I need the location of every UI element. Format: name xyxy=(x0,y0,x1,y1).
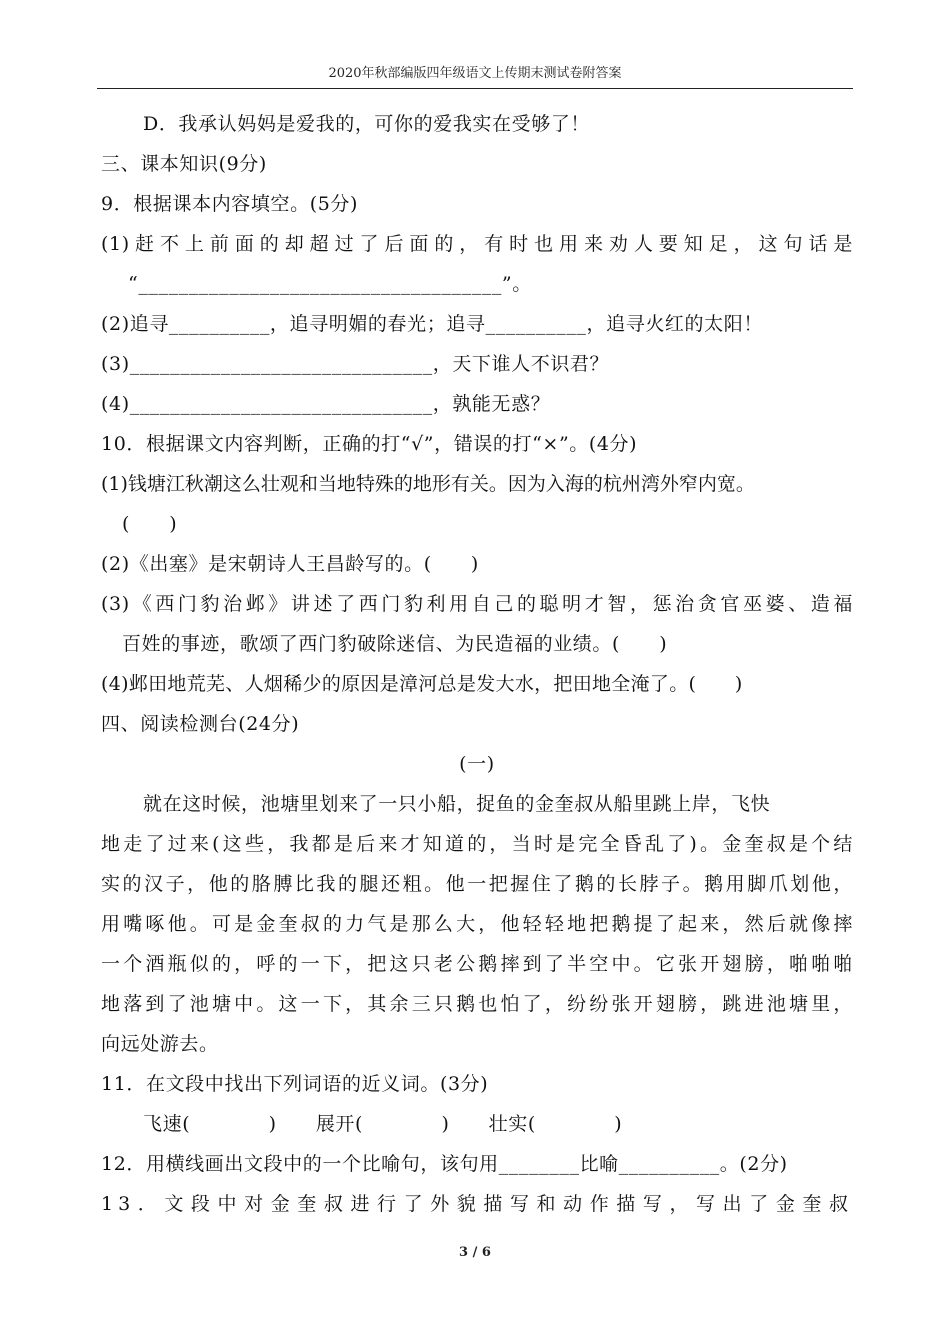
question-10: 10．根据课文内容判断，正确的打“√”，错误的打“×”。(4分) xyxy=(101,433,638,455)
passage-line: 地落到了池塘中。这一下，其余三只鹅也怕了，纷纷张开翅膀，跳进池塘里， xyxy=(101,993,853,1015)
section-four-heading: 四、阅读检测台(24分) xyxy=(101,713,300,735)
passage-line: 向远处游去。 xyxy=(101,1033,219,1055)
passage-one-title: (一) xyxy=(459,753,495,775)
q10-item-3: (3)《西门豹治邺》讲述了西门豹利用自己的聪明才智，惩治贪官巫婆、造福 xyxy=(101,593,853,615)
q10-item-1: (1)钱塘江秋潮这么壮观和当地特殊的地形有关。因为入海的杭州湾外窄内宽。 xyxy=(101,473,755,495)
section-three-heading: 三、课本知识(9分) xyxy=(101,153,267,175)
q10-item-3-cont: 百姓的事迹，歌颂了西门豹破除迷信、为民造福的业绩。( ) xyxy=(122,633,668,655)
passage-line: 就在这时候，池塘里划来了一只小船，捉鱼的金奎叔从船里跳上岸，飞快 xyxy=(143,793,771,815)
passage-line: 用嘴啄他。可是金奎叔的力气是那么大，他轻轻地把鹅提了起来，然后就像摔 xyxy=(101,913,853,935)
option-d: D．我承认妈妈是爱我的，可你的爱我实在受够了！ xyxy=(143,113,591,135)
q11-words: 飞速( ) 展开( ) 壮实( ) xyxy=(143,1113,623,1135)
question-12: 12．用横线画出文段中的一个比喻句，该句用________比喻__________。(2分) xyxy=(101,1153,788,1175)
q10-item-2: (2)《出塞》是宋朝诗人王昌龄写的。( ) xyxy=(101,553,479,575)
q9-item-1-blank: “____________________________________”。 xyxy=(128,273,532,295)
page-header: 2020年秋部编版四年级语文上传期末测试卷附答案 xyxy=(328,66,622,81)
passage-line: 实的汉子，他的胳膊比我的腿还粗。他一把握住了鹅的长脖子。鹅用脚爪划他， xyxy=(101,873,853,895)
passage-line: 地走了过来(这些，我都是后来才知道的，当时是完全昏乱了)。金奎叔是个结 xyxy=(101,833,853,855)
question-11: 11．在文段中找出下列词语的近义词。(3分) xyxy=(101,1073,489,1095)
q9-item-3: (3)______________________________，天下谁人不识君？ xyxy=(101,353,610,375)
question-13: 13．文段中对金奎叔进行了外貌描写和动作描写，写出了金奎叔 xyxy=(101,1193,853,1215)
passage-line: 一个酒瓶似的，呼的一下，把这只老公鹅摔到了半空中。它张开翅膀，啪啪啪 xyxy=(101,953,853,975)
q9-item-1: (1)赶不上前面的却超过了后面的，有时也用来劝人要知足，这句话是 xyxy=(101,233,853,255)
q9-item-4: (4)______________________________，孰能无惑？ xyxy=(101,393,551,415)
page-number: 3 / 6 xyxy=(459,1245,491,1260)
header-divider xyxy=(97,88,853,89)
q10-item-1-bracket: ( ) xyxy=(122,513,178,535)
q10-item-4: (4)邺田地荒芜、人烟稀少的原因是漳河总是发大水，把田地全淹了。( ) xyxy=(101,673,743,695)
q9-item-2: (2)追寻__________，追寻明媚的春光；追寻__________，追寻火红的太阳！ xyxy=(101,313,763,335)
question-9: 9．根据课本内容填空。(5分) xyxy=(101,193,359,215)
